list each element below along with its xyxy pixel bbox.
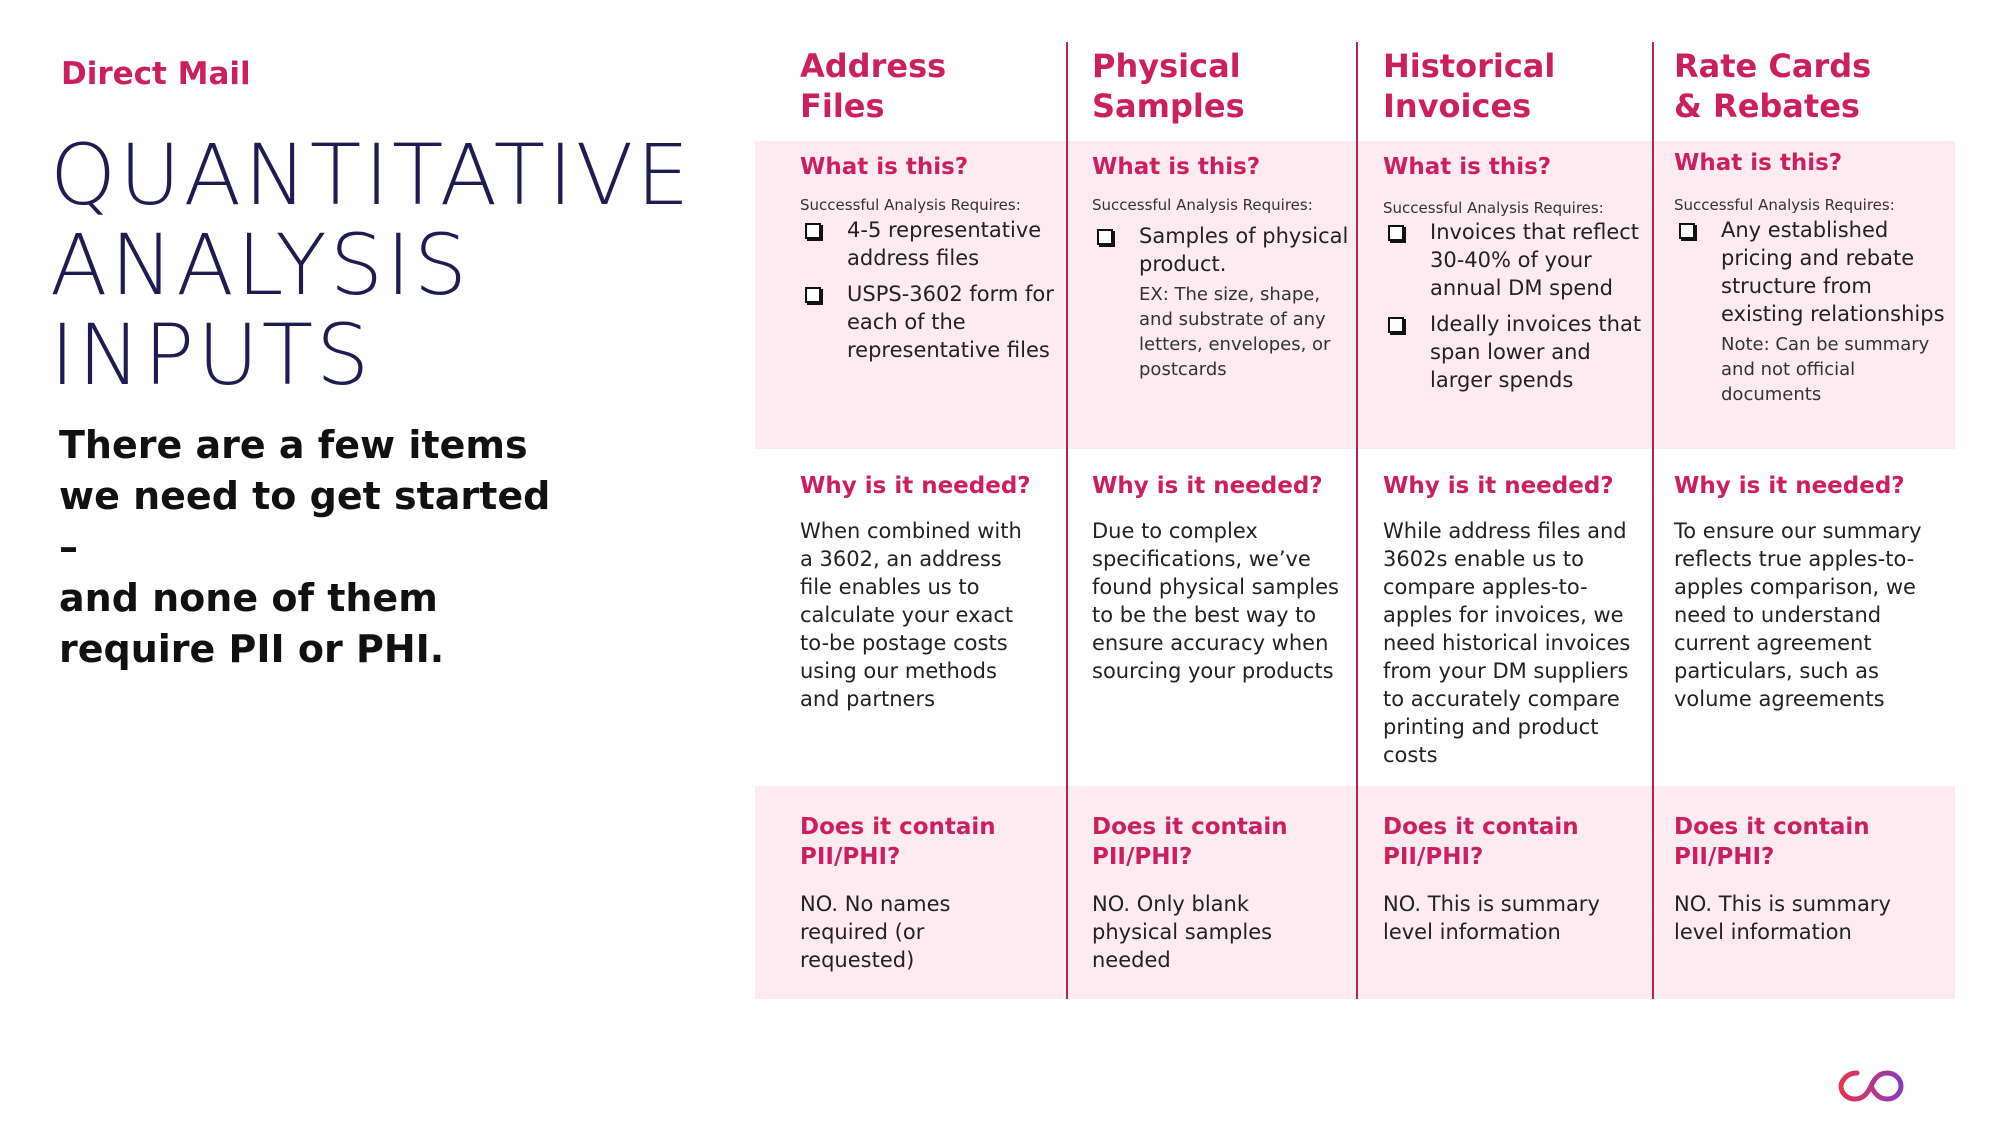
what-heading: What is this? <box>800 154 969 180</box>
requirement-item <box>800 280 1062 364</box>
column-title <box>1383 46 1555 126</box>
requirement-text: USPS-3602 form for each of the representative files <box>847 282 1054 362</box>
requirements-list <box>1092 222 1352 382</box>
why-heading: Why is it needed? <box>800 473 1031 499</box>
why-heading: Why is it needed? <box>1674 473 1905 499</box>
title-line: ANALYSIS <box>50 216 471 314</box>
why-answer: Due to complex specifications, we’ve found physical samples to be the best way to ensure accuracy when sourcing your products <box>1092 519 1339 683</box>
requirement-note: Note: Can be summary and not official documents <box>1721 334 1930 405</box>
page-title <box>50 126 710 404</box>
column-physical-samples <box>1092 42 1352 999</box>
requirement-note: EX: The size, shape, and substrate of any letters, envelopes, or postcards <box>1139 284 1331 380</box>
checkbox-icon <box>805 223 821 239</box>
requirement-item <box>1383 218 1649 302</box>
checkbox-icon <box>1388 225 1404 241</box>
pii-heading: Does it contain PII/PHI? <box>1092 814 1288 870</box>
requirement-item <box>1674 216 1946 328</box>
column-address-files <box>800 42 1062 999</box>
requirement-text: 4-5 representative address files <box>847 218 1042 270</box>
why-heading: Why is it needed? <box>1092 473 1323 499</box>
requirement-item <box>1383 310 1649 394</box>
column-divider <box>1652 42 1654 999</box>
intro-line: and none of them <box>59 576 438 620</box>
requires-label: Successful Analysis Requires: <box>1092 196 1313 214</box>
title-line: QUANTITATIVE <box>50 126 693 224</box>
title-line: INPUTS <box>50 306 373 404</box>
column-title-line: Physical <box>1092 47 1241 85</box>
pii-answer: NO. Only blank physical samples needed <box>1092 892 1273 972</box>
why-answer: While address files and 3602s enable us to compare apples-to-apples for invoices, we need historical invoices from your DM suppliers to accurately compare printing and product costs <box>1383 519 1631 767</box>
column-title <box>1674 46 1871 126</box>
pii-answer: NO. This is summary level information <box>1674 892 1891 944</box>
requirement-item <box>800 216 1062 272</box>
intro-line: we need to get started – <box>59 474 551 569</box>
infinity-logo-icon <box>1837 1065 1905 1107</box>
requires-label: Successful Analysis Requires: <box>1674 196 1895 214</box>
intro-line: require PII or PHI. <box>59 627 445 671</box>
section-eyebrow: Direct Mail <box>61 56 251 92</box>
requirements-list <box>1383 218 1649 402</box>
checkbox-icon <box>1679 223 1695 239</box>
what-heading: What is this? <box>1092 154 1261 180</box>
column-title-line: Address <box>800 47 947 85</box>
column-title-line: Rate Cards <box>1674 47 1872 85</box>
requirement-text: Samples of physical product. <box>1139 224 1349 276</box>
checkbox-icon <box>805 287 821 303</box>
checkbox-icon <box>1097 229 1113 245</box>
intro-text <box>59 420 579 675</box>
column-title <box>800 46 946 126</box>
why-answer: To ensure our summary reflects true apples-to-apples comparison, we need to understand current agreement particulars, such as volume agreements <box>1674 519 1922 711</box>
pii-heading: Does it contain PII/PHI? <box>800 814 996 870</box>
pii-heading: Does it contain PII/PHI? <box>1674 814 1870 870</box>
requirements-list <box>1674 216 1946 407</box>
requires-label: Successful Analysis Requires: <box>800 196 1021 214</box>
why-answer: When combined with a 3602, an address file enables us to calculate your exact to-be postage costs using our methods and partners <box>800 519 1022 711</box>
pii-answer: NO. No names required (or requested) <box>800 892 951 972</box>
requirement-text: Ideally invoices that span lower and larger spends <box>1430 312 1642 392</box>
column-title-line: Historical <box>1383 47 1556 85</box>
requirement-item <box>1092 222 1352 278</box>
why-heading: Why is it needed? <box>1383 473 1614 499</box>
column-title-line: Invoices <box>1383 87 1532 125</box>
column-title-line: Files <box>800 87 885 125</box>
column-title-line: & Rebates <box>1674 87 1860 125</box>
column-historical-invoices <box>1383 42 1649 999</box>
what-heading: What is this? <box>1383 154 1552 180</box>
column-divider <box>1066 42 1068 999</box>
pii-answer: NO. This is summary level information <box>1383 892 1600 944</box>
column-title <box>1092 46 1245 126</box>
requirements-list <box>800 216 1062 372</box>
column-rate-cards <box>1674 42 1954 999</box>
requires-label: Successful Analysis Requires: <box>1383 199 1604 217</box>
column-divider <box>1356 42 1358 999</box>
intro-line: There are a few items <box>59 423 528 467</box>
checkbox-icon <box>1388 317 1404 333</box>
requirement-text: Invoices that reflect 30-40% of your annual DM spend <box>1430 220 1640 300</box>
pii-heading: Does it contain PII/PHI? <box>1383 814 1579 870</box>
column-title-line: Samples <box>1092 87 1245 125</box>
what-heading: What is this? <box>1674 150 1843 176</box>
requirement-text: Any established pricing and rebate structure from existing relationships <box>1721 218 1945 326</box>
